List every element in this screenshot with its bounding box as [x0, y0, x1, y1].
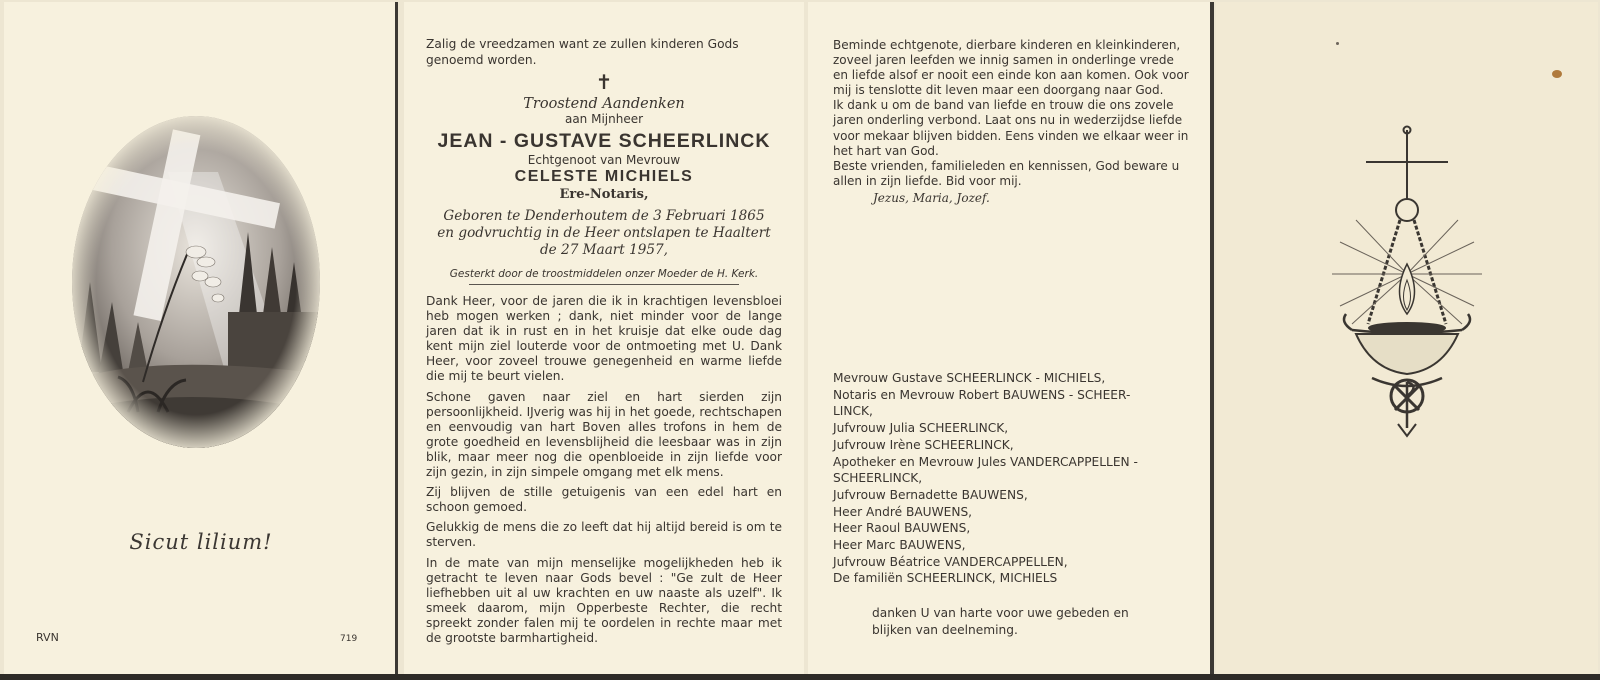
divider — [469, 284, 739, 285]
farewell-paragraph: Ik dank u om de band van liefde en trouw die ons zovele jaren onderling verbond. Laat ons nu in wederzijdse liefde voor mekaar blijven bidden. Eens vinden we elkaar weer in het hart van God. — [833, 98, 1189, 158]
family-member: De familiën SCHEERLINCK, MICHIELS — [833, 571, 1058, 586]
farewell-paragraph: Beste vrienden, familieleden en kennissen, God beware u allen in zijn liefde. Bid voor mij. — [833, 158, 1180, 188]
deceased-title: Ere-Notaris, — [559, 187, 649, 202]
family-member: Heer Marc BAUWENS, — [833, 538, 966, 553]
family-member: Jufvrouw Irène SCHEERLINCK, — [833, 437, 1014, 452]
family-member: Jufvrouw Béatrice VANDERCAPPELLEN, — [833, 554, 1068, 569]
deceased-name: JEAN - GUSTAVE SCHEERLINCK — [437, 130, 771, 152]
beatitude-quote: Zalig de vreedzamen want ze zullen kinderen Gods genoemd worden. — [426, 37, 739, 67]
family-member: Heer André BAUWENS, — [833, 504, 973, 519]
speck-mark — [1336, 42, 1339, 45]
prayer-signature: Jezus, Maria, Jozef. — [873, 190, 990, 205]
text-paragraph: Zij blijven de stille getuigenis van een edel hart en schoon gemoed. — [426, 485, 782, 515]
family-panel — [808, 2, 1214, 674]
cross-lily-vignette-image — [68, 112, 324, 452]
farewell-paragraph: Beminde echtgenote, dierbare kinderen en kleinkinderen, zoveel jaren leefden we innig samen in onderlinge vrede en liefde alsof er nooit een einde kon aan komen. Ook voor mij is tenslotte dit leven maar een doorgang naar God. — [833, 38, 1189, 98]
spouse-name: CELESTE MICHIELS — [514, 168, 694, 185]
cross-icon: ✝ — [595, 70, 613, 94]
family-member: Mevrouw Gustave SCHEERLINCK - MICHIELS, — [833, 371, 1106, 385]
family-member: Apotheker en Mevrouw Jules VANDERCAPPELLEN - SCHEERLINCK, — [833, 454, 1138, 486]
sanctuary-lamp-icon — [1312, 124, 1502, 444]
printer-code: RVN — [36, 631, 59, 644]
print-number: 719 — [340, 634, 358, 644]
spouse-intro: Echtgenoot van Mevrouw — [527, 153, 681, 167]
death-line: en godvruchtig in de Heer ontslapen te Haaltert — [437, 225, 771, 241]
text-paragraph: Dank Heer, voor de jaren die ik in krachtigen levensbloei heb mogen werken ; dank, niet minder voor de lange jaren dat ik in rust en in het kruisje dat elke oude dag kent mijn ziel louterde voor de ontmoeting met U. Dank Heer, voor zoveel trouwe genegenheid en warme liefde die mij te beurt vielen. — [426, 294, 782, 384]
text-paragraph: Schone gaven naar ziel en hart sierden zijn persoonlijkheid. IJverig was hij in het goede, rechtschapen en eenvoudig van hart Boven alles trofons in hem de grote goedheid en levensblijheid die leesbaar was in zijn blik, maar meer nog die openbloeide in zijn liefde voor zijn gezin, in zijn simpele omgang met elk mens. — [426, 389, 782, 480]
card-front-panel — [4, 2, 398, 674]
memorial-text-panel — [404, 2, 804, 674]
death-date-line: de 27 Maart 1957, — [539, 242, 668, 258]
family-member: Heer Raoul BAUWENS, — [833, 521, 971, 536]
stain-mark — [1552, 70, 1562, 78]
motto-text: Sicut lilium! — [129, 530, 273, 554]
text-paragraph: In de mate van mijn menselijke mogelijkheden heb ik getracht te leven naar Gods bevel : "Ge zult de Heer liefhebben uit al uw krachten en uw naaste als uzelf". Ik smeek daarom, mijn Opperbeste Rechter, die recht spreekt zonder falen mij te oordelen in rechte maar met de grootste barmhartigheid. — [426, 555, 782, 645]
text-paragraph: Gelukkig de mens die zo leeft dat hij altijd bereid is om te sterven. — [426, 520, 782, 550]
back-panel — [1216, 2, 1598, 674]
birth-death-info — [426, 208, 782, 259]
to-line: aan Mijnheer — [564, 112, 644, 126]
family-member: Jufvrouw Julia SCHEERLINCK, — [833, 421, 1009, 436]
card-bottom-edge — [0, 674, 1600, 680]
memorial-heading: Troostend Aandenken — [523, 96, 685, 112]
family-member: Jufvrouw Bernadette BAUWENS, — [833, 487, 1028, 502]
birth-line: Geboren te Denderhoutem de 3 Februari 1865 — [443, 208, 765, 224]
thanks-text: danken U van harte voor uwe gebeden en blijken van deelneming. — [872, 606, 1129, 637]
sacrament-line: Gesterkt door de troostmiddelen onzer Moeder de H. Kerk. — [449, 268, 759, 280]
family-member: Notaris en Mevrouw Robert BAUWENS - SCHEER- LINCK, — [833, 387, 1131, 419]
family-list — [833, 370, 1193, 587]
